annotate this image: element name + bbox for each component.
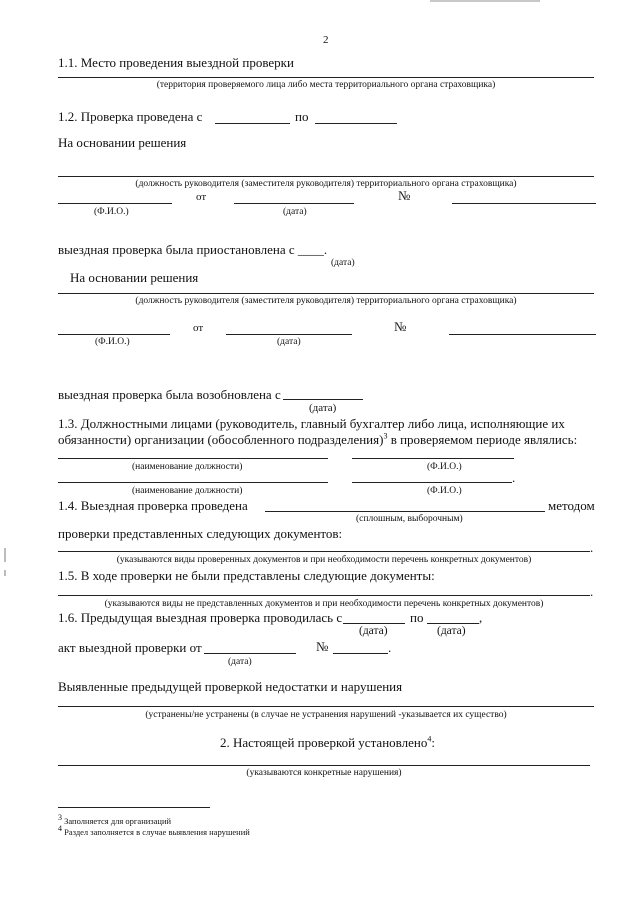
ot-label-2: от <box>193 322 204 334</box>
scan-edge-artifact <box>4 548 6 562</box>
act-date-hint: (дата) <box>228 657 252 667</box>
act-label: акт выездной проверки от <box>58 640 202 655</box>
date-hint-3: (дата) <box>277 337 301 347</box>
deficiencies-label: Выявленные предыдущей проверкой недостатки и нарушения <box>58 679 403 694</box>
resumed-date-hint: (дата) <box>309 402 337 414</box>
method-hint: (сплошным, выборочным) <box>356 514 463 524</box>
footnote-ref-4: 4 <box>427 734 432 744</box>
footnote-separator <box>58 807 210 808</box>
officer-position-hint-2: (наименование должности) <box>132 486 243 496</box>
decision-date-fill-line-2 <box>226 334 352 335</box>
officer-fio-hint-1: (Ф.И.О.) <box>427 462 462 472</box>
officer-dot: . <box>512 470 516 485</box>
officer-fio-hint-2: (Ф.И.О.) <box>427 486 462 496</box>
missing-documents-hint: (указываются виды не представленных документов и при необходимости перечень конкретных документов) <box>104 599 544 609</box>
section-1-2-label: 1.2. Проверка проведена с <box>58 109 203 124</box>
prev-po-label: по <box>410 610 424 625</box>
deficiencies-fill-line <box>58 706 594 707</box>
officer-position-fill-line-2 <box>58 482 328 483</box>
prev-date-hint-1: (дата) <box>359 625 388 637</box>
po-label: по <box>295 109 309 124</box>
act-number-fill-line <box>333 653 388 654</box>
method-fill-line <box>265 511 545 512</box>
fio-hint-2: (Ф.И.О.) <box>95 337 130 347</box>
decision-number-fill-line-2 <box>449 334 596 335</box>
officer-fio-fill-line-2 <box>352 482 512 483</box>
section-1-5-label: 1.5. В ходе проверки не были представлены следующие документы: <box>58 568 435 583</box>
footnote-4: $^4$ Раздел заполняется в случае выявления нарушений <box>58 824 250 837</box>
basis-label-2: На основании решения <box>70 270 199 285</box>
position-hint: (должность руководителя (заместителя руководителя) территориального органа страховщика) <box>135 179 517 189</box>
method-label: методом <box>548 498 595 513</box>
footnote-ref-3: 3 <box>383 431 388 441</box>
resumed-date-fill-line <box>283 399 363 400</box>
ot-label: от <box>196 191 207 203</box>
fio-fill-line-2 <box>58 334 170 335</box>
act-number-sign: № <box>316 639 329 654</box>
position-fill-line-2 <box>58 293 594 294</box>
missing-documents-dot: . <box>590 584 594 599</box>
documents-fill-line <box>58 551 590 552</box>
prev-comma: , <box>479 610 483 625</box>
documents-dot: . <box>590 540 594 555</box>
venue-fill-line <box>58 77 594 78</box>
section-1-4-line2: проверки представленных следующих документов: <box>58 526 343 541</box>
documents-hint: (указываются виды проверенных документов и при необходимости перечень конкретных документов) <box>116 555 532 565</box>
section-2-title: 2. Настоящей проверкой установлено$^4$: <box>220 734 435 750</box>
suspended-text: выездная проверка была приостановлена с ____. <box>58 242 328 257</box>
section-1-3-line2: обязанности) организации (обособленного подразделения)$^3$ в проверяемом периоде являлись: <box>58 431 578 447</box>
end-date-fill-line <box>315 123 397 124</box>
number-sign-2: № <box>394 319 407 334</box>
section-1-4-label: 1.4. Выездная проверка проведена <box>58 498 248 513</box>
prev-date-hint-2: (дата) <box>437 625 466 637</box>
officer-fio-fill-line-1 <box>352 458 514 459</box>
number-sign: № <box>398 188 411 203</box>
act-dot: . <box>388 640 392 655</box>
resumed-text: выездная проверка была возобновлена с <box>58 387 281 402</box>
date-hint: (дата) <box>283 207 307 217</box>
officer-position-hint-1: (наименование должности) <box>132 462 243 472</box>
page-number: 2 <box>323 34 329 46</box>
venue-hint: (территория проверяемого лица либо места территориального органа страховщика) <box>156 80 496 90</box>
deficiencies-hint: (устранены/не устранены (в случае не устранения нарушений -указывается их существо) <box>145 710 507 720</box>
start-date-fill-line <box>215 123 290 124</box>
section-1-3-line1: 1.3. Должностными лицами (руководитель, главный бухгалтер либо лица, исполняющие их <box>58 416 565 431</box>
footnote-3: $^3$ Заполняется для организаций <box>58 813 172 826</box>
position-hint-2: (должность руководителя (заместителя руководителя) территориального органа страховщика) <box>135 296 517 306</box>
section-1-6-label: 1.6. Предыдущая выездная проверка проводилась с <box>58 610 343 625</box>
basis-label: На основании решения <box>58 135 187 150</box>
scan-edge-artifact <box>4 570 6 576</box>
position-fill-line <box>58 176 594 177</box>
officer-position-fill-line-1 <box>58 458 328 459</box>
fio-fill-line <box>58 203 172 204</box>
scan-edge-artifact <box>430 0 540 2</box>
suspended-date-hint: (дата) <box>331 258 355 268</box>
violations-hint: (указываются конкретные нарушения) <box>246 768 402 778</box>
act-date-fill-line <box>204 653 296 654</box>
decision-number-fill-line <box>452 203 596 204</box>
fio-hint: (Ф.И.О.) <box>94 207 129 217</box>
decision-date-fill-line <box>234 203 354 204</box>
violations-fill-line <box>58 765 590 766</box>
missing-documents-fill-line <box>58 595 590 596</box>
section-1-1-label: 1.1. Место проведения выездной проверки <box>58 55 294 70</box>
